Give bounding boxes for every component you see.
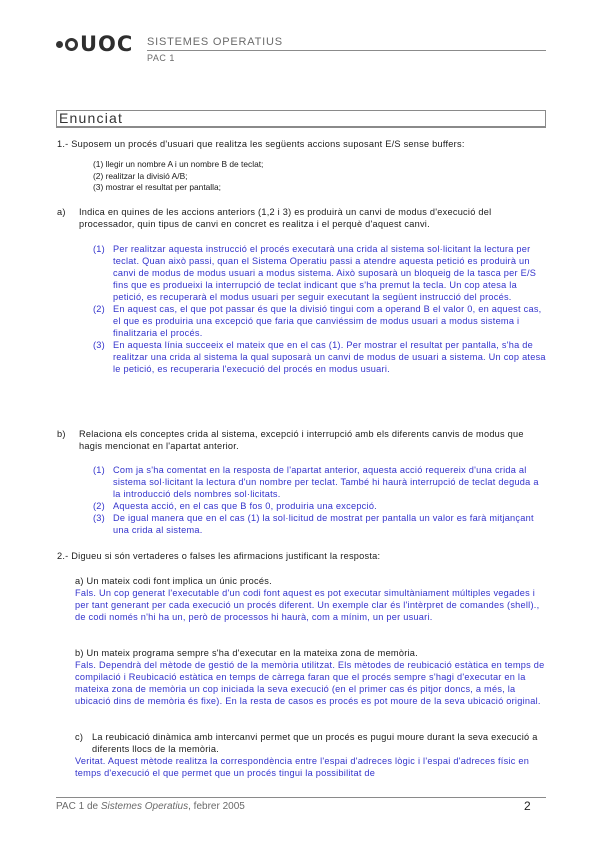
q1a-answers	[93, 243, 546, 375]
answer-number: (3)	[93, 513, 105, 523]
actions-list	[93, 159, 393, 194]
uoc-logo	[56, 33, 144, 57]
section-heading-box	[56, 110, 546, 127]
question-2-intro: 2.- Digueu si són vertaderes o falses les afirmacions justificant la resposta:	[57, 551, 381, 561]
course-title: SISTEMES OPERATIUS	[147, 36, 283, 48]
q2c-text: La reubicació dinàmica amb intercanvi permet que un procés es pugui moure durant la seva execució a diferents llocs de la memòria.	[92, 732, 538, 754]
q2c-statement-row	[75, 731, 546, 755]
answer-item	[93, 243, 546, 303]
course-subtitle: PAC 1	[147, 53, 175, 63]
q2b-answer: Fals. Dependrà del mètode de gestió de la memòria utilitzat. Els mètodes de reubicació estàtica en temps de compilació i Reubicació estàtica en temps de càrrega faran que el procés sempre s'hagi d'executar en la mateixa zona de memòria un cop iniciada la seva execució (en el primer cas és pitjor doncs, a més, la ubicació dins de memòria és fixe). En la resta de casos es procés es pot moure de la seva ubicació original.	[75, 660, 545, 706]
logo-ring-icon	[65, 38, 78, 51]
action-item: (1) llegir un nombre A i un nombre B de teclat;	[93, 159, 264, 169]
logo-dot-icon	[56, 41, 63, 48]
q1a-label: a)	[57, 207, 66, 217]
q2b-statement	[75, 647, 545, 659]
answer-item	[93, 500, 546, 512]
logo-text: UOC	[80, 32, 134, 56]
answer-text: Per realitzar aquesta instrucció el procés executarà una crida al sistema sol·licitant la lectura per teclat. Quan això passi, quan el Sistema Operatiu passi a atendre aquesta petició es produirà un canvi de modus de modus usuari a modus sistema. Això suposarà un bloqueig de la tasca per E/S fins que es produeixi la interrupció de teclat indicant que s'ha premut la tecla. Un cop atesa la petició, es recuperarà el modus usuari per seguir executant la següent instrucció del procés.	[113, 244, 537, 302]
section-divider	[56, 127, 546, 128]
q1b-label: b)	[57, 429, 66, 439]
q2a-answer: Fals. Un cop generat l'executable d'un codi font aquest es pot executar simultàniament múltiples vegades i per tant generant per cada execució un procés diferent. Un exemple clar és l'intèrpret de comandes (shell)., de codi només n'hi ha un, però de processos hi haurà, com a mínim, un per usuari.	[75, 588, 540, 622]
q2c-answer: Veritat. Aquest mètode realitza la correspondència entre l'espai d'adreces lògic i l'espai d'adreces físic en temps d'execució el que permet que un procés tingui la possibilitat de	[75, 756, 530, 778]
answer-number: (3)	[93, 340, 105, 350]
q2c-label: c)	[75, 732, 84, 742]
answer-number: (2)	[93, 501, 105, 511]
answer-text: Aquesta acció, en el cas que B fos 0, produiria una excepció.	[113, 501, 377, 511]
footer-course: Sistemes Operatius	[100, 801, 189, 812]
footer-suffix: , febrer 2005	[188, 801, 245, 812]
answer-number: (1)	[93, 244, 105, 254]
answer-number: (1)	[93, 465, 105, 475]
answer-item	[93, 339, 546, 375]
q2c-statement	[75, 731, 546, 755]
q1a-question: Indica en quines de les accions anteriors (1,2 i 3) es produirà un canvi de modus d'execució del processador, quin tipus de canvi en concret es realitza i el perquè d'aquest canvi.	[79, 207, 492, 229]
q2a-text: Un mateix codi font implica un únic procés.	[86, 576, 272, 586]
answer-item	[93, 303, 546, 339]
answer-number: (2)	[93, 304, 105, 314]
q2a-statement	[75, 575, 545, 587]
footer-text	[56, 801, 245, 812]
header-divider	[147, 50, 546, 51]
page-header	[56, 33, 546, 69]
q2a-label: a)	[75, 576, 84, 586]
footer-divider	[56, 797, 546, 798]
action-item: (2) realitzar la divisió A/B;	[93, 170, 188, 181]
answer-text: En aquesta línia succeeix el mateix que en el cas (1). Per mostrar el resultat per pantalla, s'ha de realitzar una crida al sistema la qual suposarà un canvi de modus de usuari a sistema. Un cop atesa le petició, es recuperaria l'execució del procés en modus usuari.	[113, 340, 546, 374]
page-number: 2	[524, 799, 531, 813]
answer-item	[93, 464, 546, 500]
section-heading: Enunciat	[59, 110, 124, 126]
q1b-question: Relaciona els conceptes crida al sistema, excepció i interrupció amb els diferents canvis de modus que hagis mencionat en l'apartat anterior.	[79, 429, 524, 451]
q2b-text: Un mateix programa sempre s'ha d'executar en la mateixa zona de memòria.	[86, 648, 418, 658]
answer-text: De igual manera que en el cas (1) la sol·licitud de mostrat per pantalla un valor es farà mitjançant una crida al sistema.	[113, 513, 534, 535]
action-item: (3) mostrar el resultat per pantalla;	[93, 182, 222, 192]
footer-prefix: PAC 1 de	[56, 801, 101, 812]
q1b-answers	[93, 464, 546, 536]
question-1-intro: 1.- Suposem un procés d'usuari que realitza les següents accions suposant E/S sense buffers:	[57, 139, 465, 149]
q2b-label: b)	[75, 648, 84, 658]
answer-text: En aquest cas, el que pot passar és que la divisió tingui com a operand B el valor 0, en aquest cas, el que es produiria una excepció que faria que canviéssim de modus usuari a modus sistema i finalitzaria el procés.	[113, 304, 542, 338]
answer-text: Com ja s'ha comentat en la resposta de l'apartat anterior, aquesta acció requereix d'una crida al sistema sol·licitant la lectura d'un nombre per teclat. També hi haurà interrupció de teclat deguda a la introducció dels nombres sol·licitats.	[113, 465, 539, 499]
answer-item	[93, 512, 546, 536]
